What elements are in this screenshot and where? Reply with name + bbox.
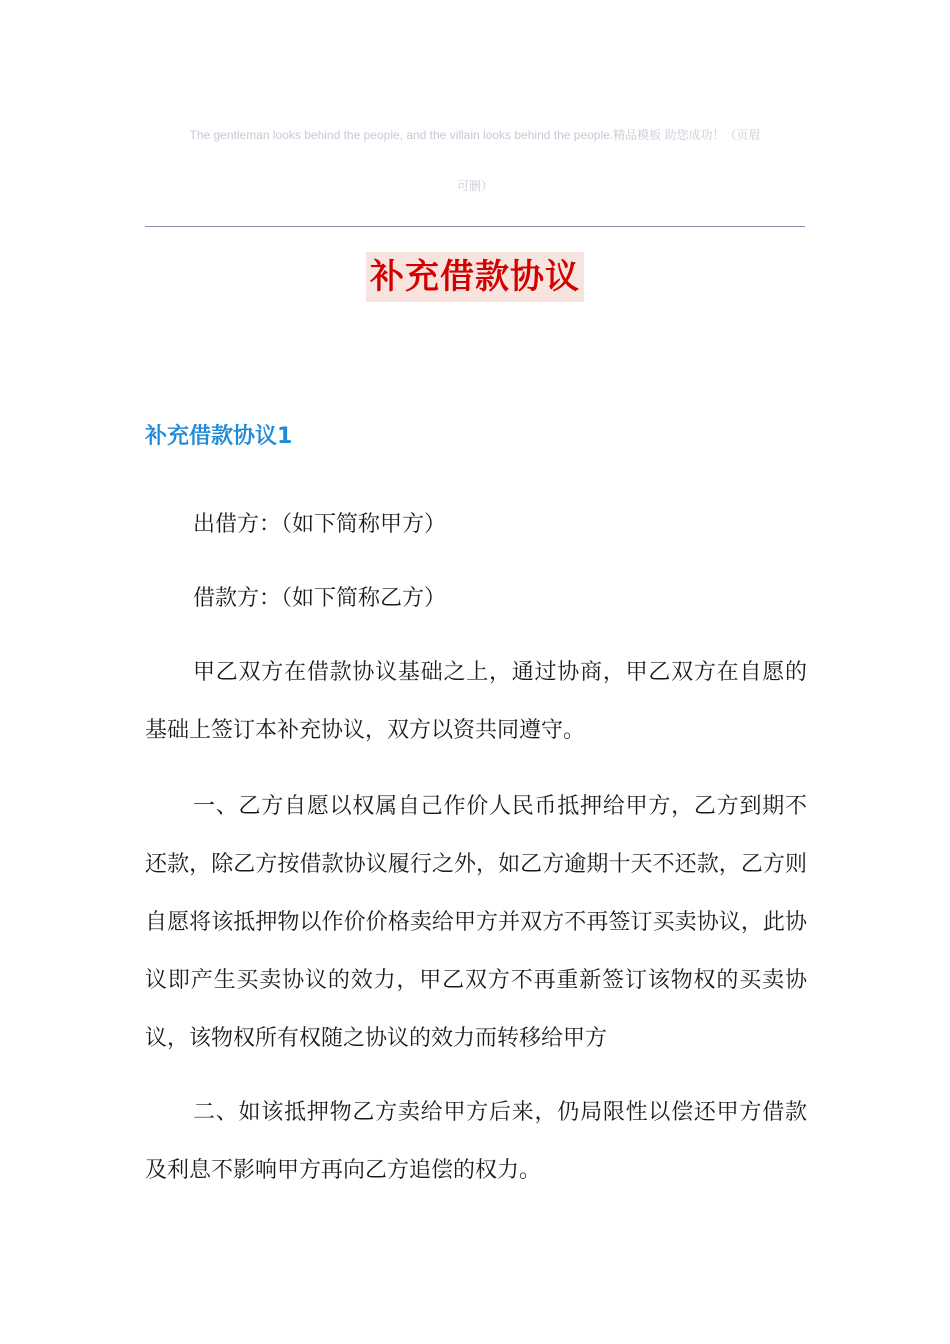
paragraph-clause-2: 二、如该抵押物乙方卖给甲方后来，仍局限性以偿还甲方借款及利息不影响甲方再向乙方追偿的权力。: [145, 1100, 807, 1183]
header-text-line-2: 可删）: [456, 179, 493, 193]
paragraph-clause-1: 一、乙方自愿以权属自己作价人民币抵押给甲方，乙方到期不还款，除乙方按借款协议履行之外，如乙方逾期十天不还款，乙方则自愿将该抵押物以作价价格卖给甲方并双方不再签订买卖协议，此协议即产生买卖协议的效力，甲乙双方不再重新签订该物权的买卖协议，该物权所有权随之协议的效力而转移给甲方: [145, 794, 807, 1051]
header-divider: [145, 226, 805, 227]
header-text-line-1: The gentleman looks behind the people, and the villain looks behind the people.精品模板 助您成功！（页眉: [189, 128, 761, 142]
page-header: [145, 118, 805, 196]
paragraph-lender: 出借方：（如下简称甲方）: [193, 512, 447, 537]
paragraph-preamble: 甲乙双方在借款协议基础之上，通过协商，甲乙双方在自愿的基础上签订本补充协议，双方以资共同遵守。: [145, 660, 807, 743]
document-title: [0, 252, 950, 302]
document-title-text: 补充借款协议: [366, 252, 584, 302]
section-heading: 补充借款协议1: [145, 424, 293, 449]
paragraph-borrower: 借款方：（如下简称乙方）: [193, 586, 447, 611]
